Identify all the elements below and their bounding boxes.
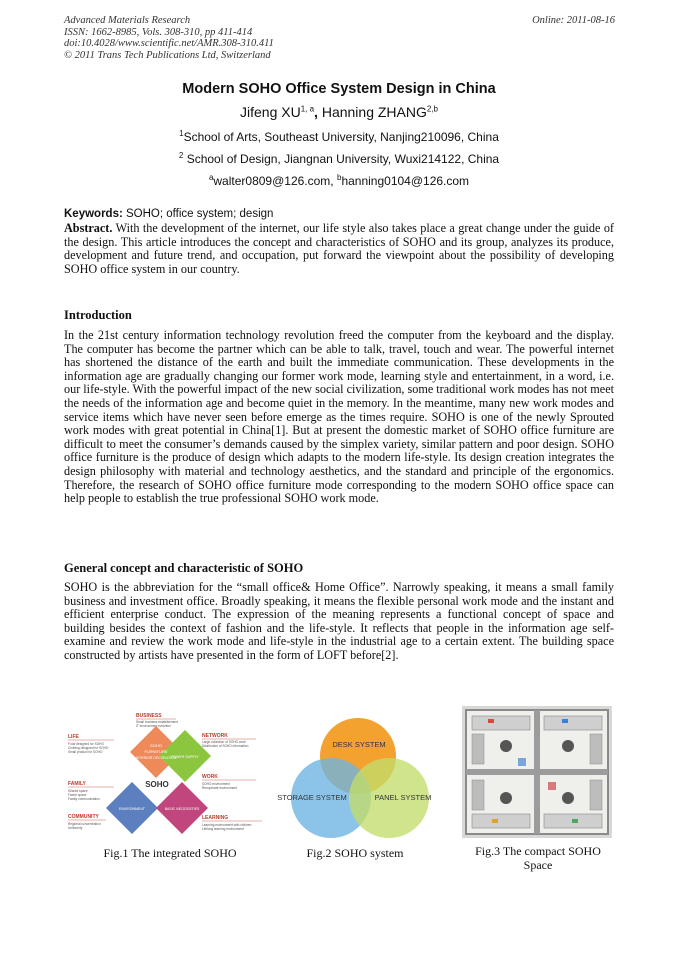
author-line: Jifeng XU$^{1, a}$, Hanning ZHANG$^{2,b}$ [240,104,438,120]
affiliation-2: $^2$ School of Design, Jiangnan University, Wuxi214122, China [178,151,500,166]
business-label: BUSINESS [136,713,162,719]
issn: ISSN: 1662-8985, Vols. 308-310, pp 411-414 [64,26,253,38]
diamond-top-label-1: SOHO [150,743,162,748]
journal-name: Advanced Materials Research [64,15,191,26]
learning-label: LEARNING [202,815,229,821]
svg-text:Food designed for SOHO: Food designed for SOHO [68,742,104,746]
doi: doi:10.4028/www.scientific.net/AMR.308-310.411 [64,38,274,49]
figure-2-soho-system [272,712,440,842]
affiliation-1: $^1$School of Arts, Southeast University, Nanjing210096, China [179,129,499,144]
svg-text:Lifelong learning environment: Lifelong learning environment [202,827,244,831]
author-1: Jifeng XU [240,104,301,120]
svg-text:Shared space: Shared space [68,789,88,793]
life-label: LIFE [68,734,79,740]
diamond-left-label: ENVIRONMENT [119,807,145,811]
svg-text:Recuperate environment: Recuperate environment [202,786,237,790]
figure-2-caption: Fig.2 SOHO system [306,846,404,860]
journal-header [64,15,274,61]
community-label: COMMUNITY [68,814,99,820]
panel-system-label: PANEL SYSTEM [374,793,432,802]
center-soho-label: SOHO [145,780,169,789]
figure-1-integrated-soho [66,708,274,840]
diamond-top-label-3: INTERIOR DECORATION [135,756,177,760]
general-paragraph: SOHO is the abbreviation for the “small office& Home Office”. Narrowly speaking, it means a small family business and investment office. Broadly speaking, it means the flexible personal work mode and the instant and efficient enterprise conduct. The expression of the meaning represents a functional concept of space and building besides the context of fashion and the life-style. It reflects that people in the information age self-examine and review the work mode and life-style in the industrial age to a certain extent. The building space constructed by artists have presented in the form of LOFT before[2]. [64,580,614,662]
work-label: WORK [202,774,218,780]
storage-system-label: STORAGE SYSTEM [277,793,347,802]
diamond-bottom-label: BASIC NECESSITIES [164,807,200,811]
svg-text:SOHO environment: SOHO environment [202,782,230,786]
figure-3-compact-soho-photo [462,706,612,838]
svg-text:Large collection of SOHO work: Large collection of SOHO work [202,740,246,744]
email-b[interactable]: hanning0104@126.com [341,174,470,188]
author-emails: $^a$walter0809@126.com, $^b$hanning0104@126.com [208,173,470,188]
svg-text:Factor space: Factor space [68,793,87,797]
desk-system-label: DESK SYSTEM [332,740,386,749]
svg-text:Clothing designed for SOHO: Clothing designed for SOHO [68,746,109,750]
introduction-heading: Introduction [64,308,132,322]
email-a[interactable]: walter0809@126.com, [213,174,337,188]
keywords: Keywords: SOHO; office system; design [64,208,274,220]
abstract-label: Abstract. [64,221,113,235]
family-label: FAMILY [68,781,86,787]
network-label: NETWORK [202,733,228,739]
abstract: Abstract. With the development of the internet, our life style also takes place a great change under the guide of the design. This article introduces the concept and characteristics of SOHO and its group, analyzes its produce, development and future trend, and occupation, put forward the viewpoint about the possibility of developing SOHO office system in our country. [64,221,614,276]
svg-text:Uniformity: Uniformity [68,826,83,830]
svg-text:Regional concentration: Regional concentration [68,822,101,826]
paper-title: Modern SOHO Office System Design in China [182,81,496,97]
figure-3-caption: Fig.3 The compact SOHO Space [475,844,601,872]
copyright: © 2011 Trans Tech Publications Ltd, Switzerland [64,49,271,61]
svg-text:Small product for SOHO: Small product for SOHO [68,750,103,754]
svg-text:IT environment evolution: IT environment evolution [136,724,171,728]
general-heading: General concept and characteristic of SOHO [64,561,304,575]
online-date: Online: 2011-08-16 [532,15,615,26]
diamond-top-label-2: FURNITURE [144,749,168,754]
figure-1-caption: Fig.1 The integrated SOHO [103,846,237,860]
svg-text:Family communication: Family communication [68,797,100,801]
author-2: Hanning ZHANG [321,104,427,120]
diamond-right-label: POWER SUPPLY [171,755,199,759]
svg-text:Small business establishment: Small business establishment [136,720,178,724]
introduction-paragraph: In the 21st century information technology revolution freed the computer from the keyboard and the display. The computer has become the partner which can be able to talk, travel, touch and wear. The powerful internet has shortened the distance of the earth and built the immediate communication. These developments in the information age are gradually changing our former work mode, learning style and entertainment, in a word, i.e. our life-style. With the powerful impact of the new social civilization, some traditional work modes has not meet the needs of the information age and become quiet in the memory. In the meantime, many new work modes and service items which have never seen before emerge as the times require. SOHO is one of the newly Sprouted work modes with great potential in China[1]. But at present the domestic market of SOHO office furniture are difficult to meet the consumer’s demands caused by the simplex variety, similar pattern and poor design. SOHO office furniture is the produce of design which adapts to the modern life-style. Its design creation integrates the design philosophy with material and technology aesthetics, and the standard and principle of the ergonomics. Therefore, the research of SOHO office furniture mode corresponding to the modern SOHO office space can help people to establish the true professional SOHO work mode. [64,328,614,506]
svg-text:Distribution of SOHO informati: Distribution of SOHO information [202,744,249,748]
svg-text:Learning environment with chil: Learning environment with children [202,823,252,827]
